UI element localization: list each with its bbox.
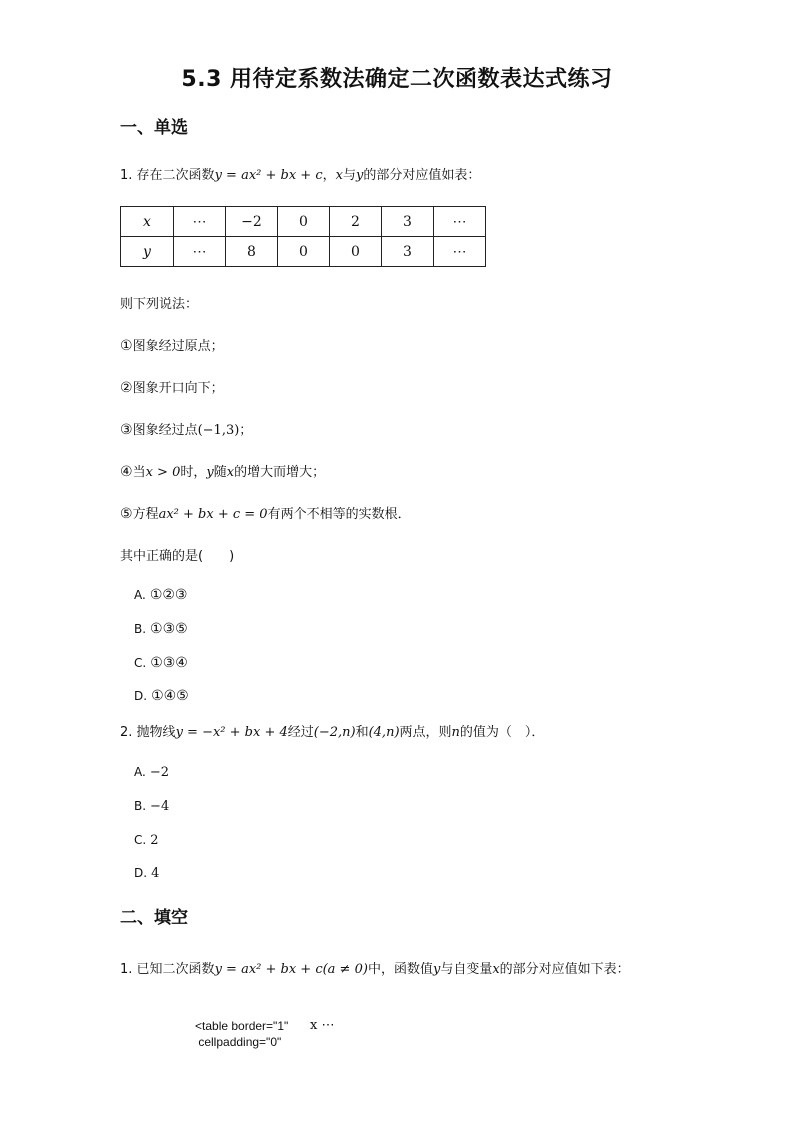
table-cell: 8 — [226, 237, 278, 267]
section-heading-single-choice: 一、单选 — [120, 118, 188, 138]
table-cell: ⋯ — [434, 207, 486, 237]
q2-option-c[interactable]: C. 2 — [134, 833, 159, 848]
q1-option-c[interactable]: C. ①③④ — [134, 655, 188, 671]
q2-option-b[interactable]: B. −4 — [134, 799, 170, 814]
table-cell: y — [121, 237, 174, 267]
formula: y = ax² + bx + c — [214, 168, 323, 183]
q1-option-d[interactable]: D. ①④⑤ — [134, 688, 189, 704]
value-table — [120, 206, 486, 267]
q2-option-d[interactable]: D. 4 — [134, 866, 160, 881]
table-cell: ⋯ — [174, 237, 226, 267]
fill-question-1-stem: 1. 已知二次函数y = ax² + bx + c(a ≠ 0)中，函数值y与自变量x的部分对应值如下表： — [120, 962, 630, 977]
table-cell: −2 — [226, 207, 278, 237]
table-cell: 2 — [330, 207, 382, 237]
section-heading-fill-blank: 二、填空 — [120, 908, 188, 928]
q1-option-a[interactable]: A. ①②③ — [134, 587, 188, 603]
question-2-stem: 2. 抛物线y = −x² + bx + 4经过(−2,n)和(4,n)两点，则n的值为（ ）． — [120, 725, 545, 740]
statement-3: ③图象经过点(−1,3)； — [120, 422, 253, 438]
raw-html-fragment: <table border="1" cellpadding="0" — [195, 1019, 289, 1049]
table-cell: 0 — [278, 237, 330, 267]
formula: y = ax² + bx + c(a ≠ 0) — [214, 962, 368, 977]
table-row-y — [121, 237, 486, 267]
statement-2: ②图象开口向下； — [120, 380, 224, 396]
table-row-x — [121, 207, 486, 237]
q1-option-b[interactable]: B. ①③⑤ — [134, 621, 188, 637]
statements-lead: 则下列说法： — [120, 297, 199, 312]
table-cell: ⋯ — [434, 237, 486, 267]
raw-table-x-cell: x ⋯ — [310, 1018, 335, 1033]
table-cell: ⋯ — [174, 207, 226, 237]
statement-4: ④当x > 0时，y随x的增大而增大； — [120, 464, 326, 480]
q2-option-a[interactable]: A. −2 — [134, 765, 169, 780]
page-title: 5.3 用待定系数法确定二次函数表达式练习 — [181, 67, 613, 92]
question-1-stem: 1. 存在二次函数y = ax² + bx + c，x与y的部分对应值如表： — [120, 168, 481, 183]
table-cell: 3 — [382, 207, 434, 237]
table-cell: x — [121, 207, 174, 237]
statement-5: ⑤方程ax² + bx + c = 0有两个不相等的实数根． — [120, 506, 411, 522]
table-cell: 0 — [278, 207, 330, 237]
statement-1: ①图象经过原点； — [120, 338, 224, 354]
question-number: 1 — [120, 962, 129, 977]
question-number: 1 — [120, 168, 129, 183]
table-cell: 3 — [382, 237, 434, 267]
question-number: 2 — [120, 725, 129, 740]
question-1-ask: 其中正确的是( ) — [120, 549, 235, 564]
table-cell: 0 — [330, 237, 382, 267]
formula: y = −x² + bx + 4 — [175, 725, 288, 740]
